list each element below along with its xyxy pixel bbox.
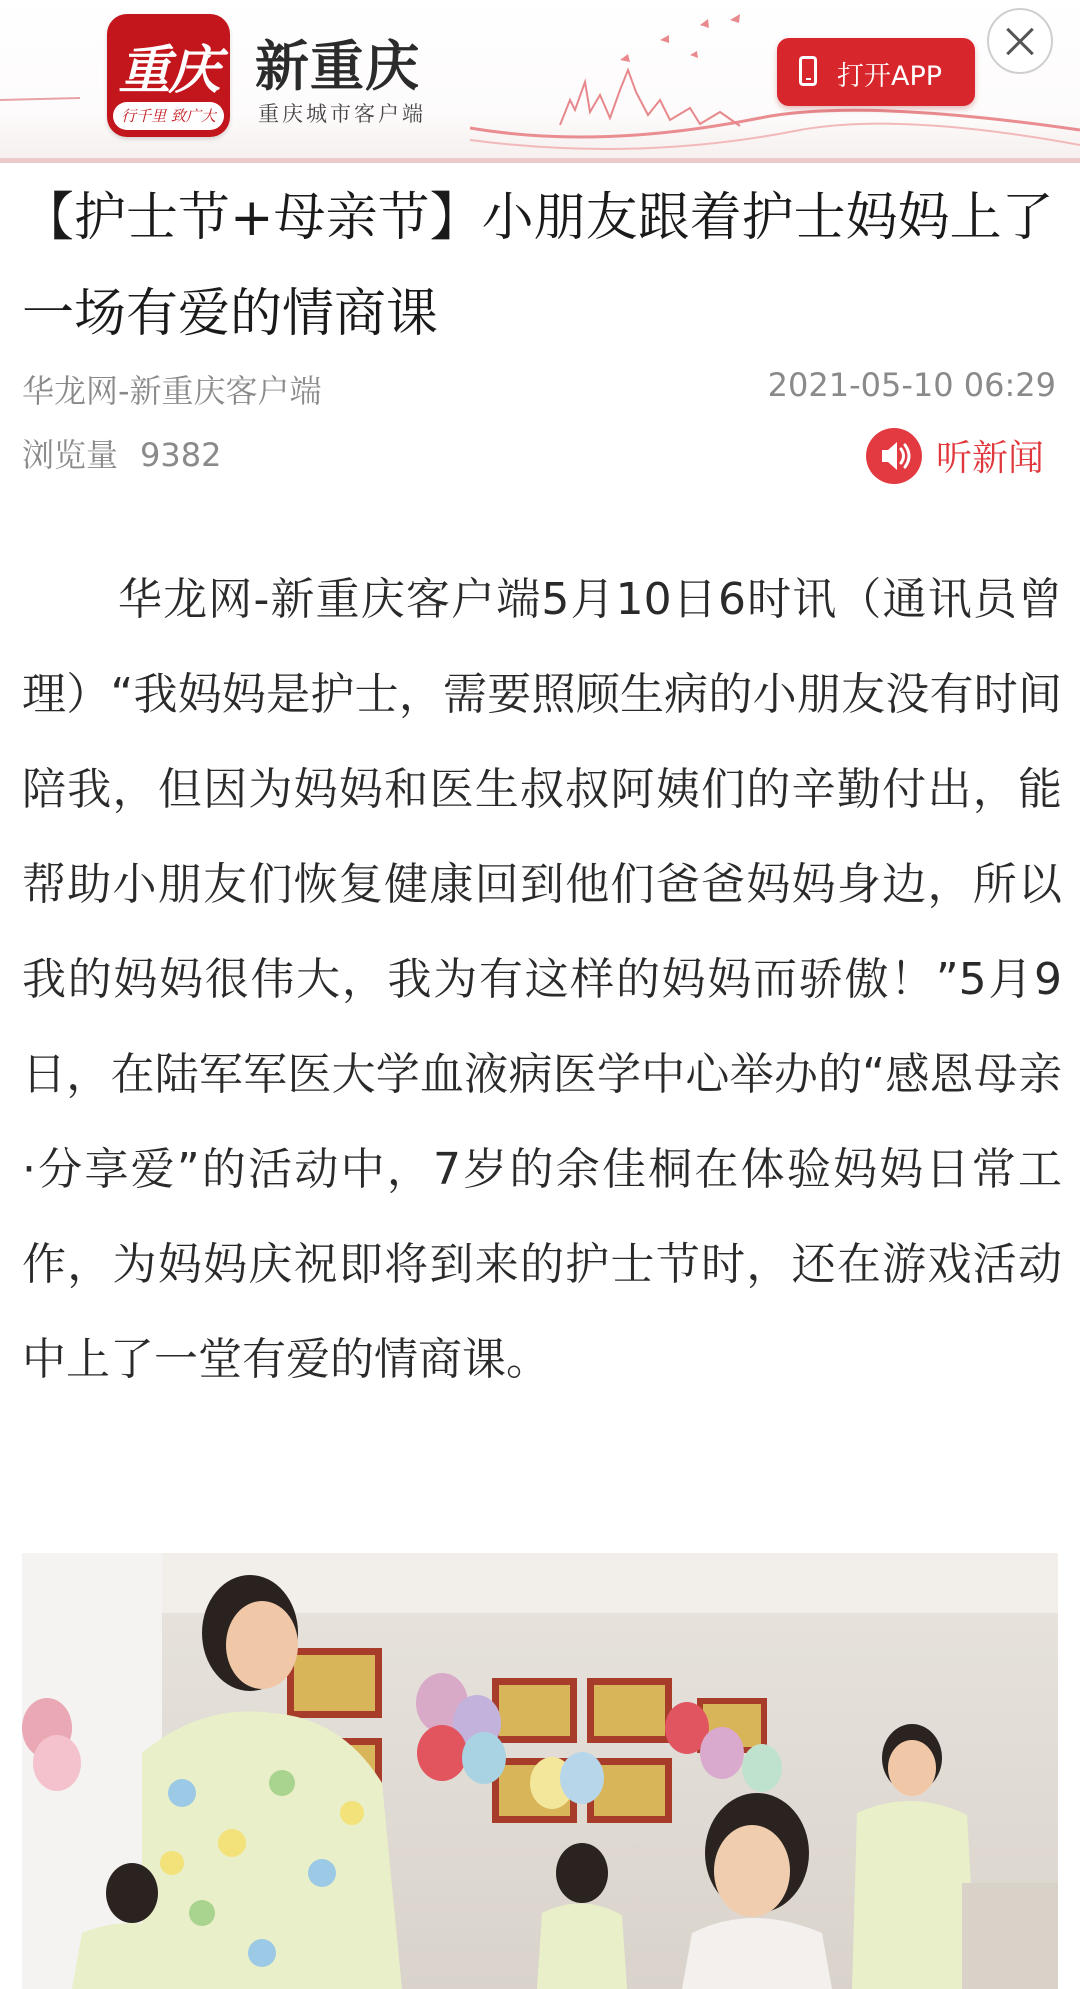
article-source: 华龙网-新重庆客户端: [22, 372, 322, 410]
speaker-icon: [866, 428, 922, 484]
article-body: 华龙网-新重庆客户端5月10日6时讯（通讯员曾理）“我妈妈是护士，需要照顾生病的小朋友没有时间陪我，但因为妈妈和医生叔叔阿姨们的辛勤付出，能帮助小朋友们恢复健康回到他们爸爸妈妈身边，所以我的妈妈很伟大，我为有这样的妈妈而骄傲！”5月9日，在陆军军医大学血液病医学中心举办的“感恩母亲·分享爱”的活动中，7岁的余佳桐在体验妈妈日常工作，为妈妈庆祝即将到来的护士节时，还在游戏活动中上了一堂有爱的情商课。: [22, 574, 1062, 1385]
logo-slogan: 行千里 致广大: [121, 107, 216, 125]
views-label: 浏览量: [22, 436, 119, 474]
logo-slogan-pill: [113, 102, 224, 130]
article-photo[interactable]: [22, 1553, 1058, 1989]
view-count: [22, 430, 221, 476]
phone-icon: [799, 56, 817, 86]
views-number: 9382: [140, 436, 222, 474]
app-logo: [107, 14, 230, 137]
listen-label: 听新闻: [936, 438, 1045, 479]
article-date: 2021-05-10 06:29: [767, 366, 1056, 404]
open-app-label: 打开APP: [837, 61, 943, 92]
article-title: 【护士节+母亲节】小朋友跟着护士妈妈上了一场有爱的情商课: [22, 188, 1054, 344]
logo-text: 重庆: [118, 40, 219, 101]
open-app-button[interactable]: [777, 38, 975, 106]
brand-name: 新重庆: [255, 35, 420, 98]
app-promo-banner: [0, 0, 1080, 163]
listen-news-button[interactable]: [866, 424, 1056, 484]
brand-subtitle: 重庆城市客户端: [258, 102, 426, 126]
close-banner-button[interactable]: [987, 8, 1053, 74]
